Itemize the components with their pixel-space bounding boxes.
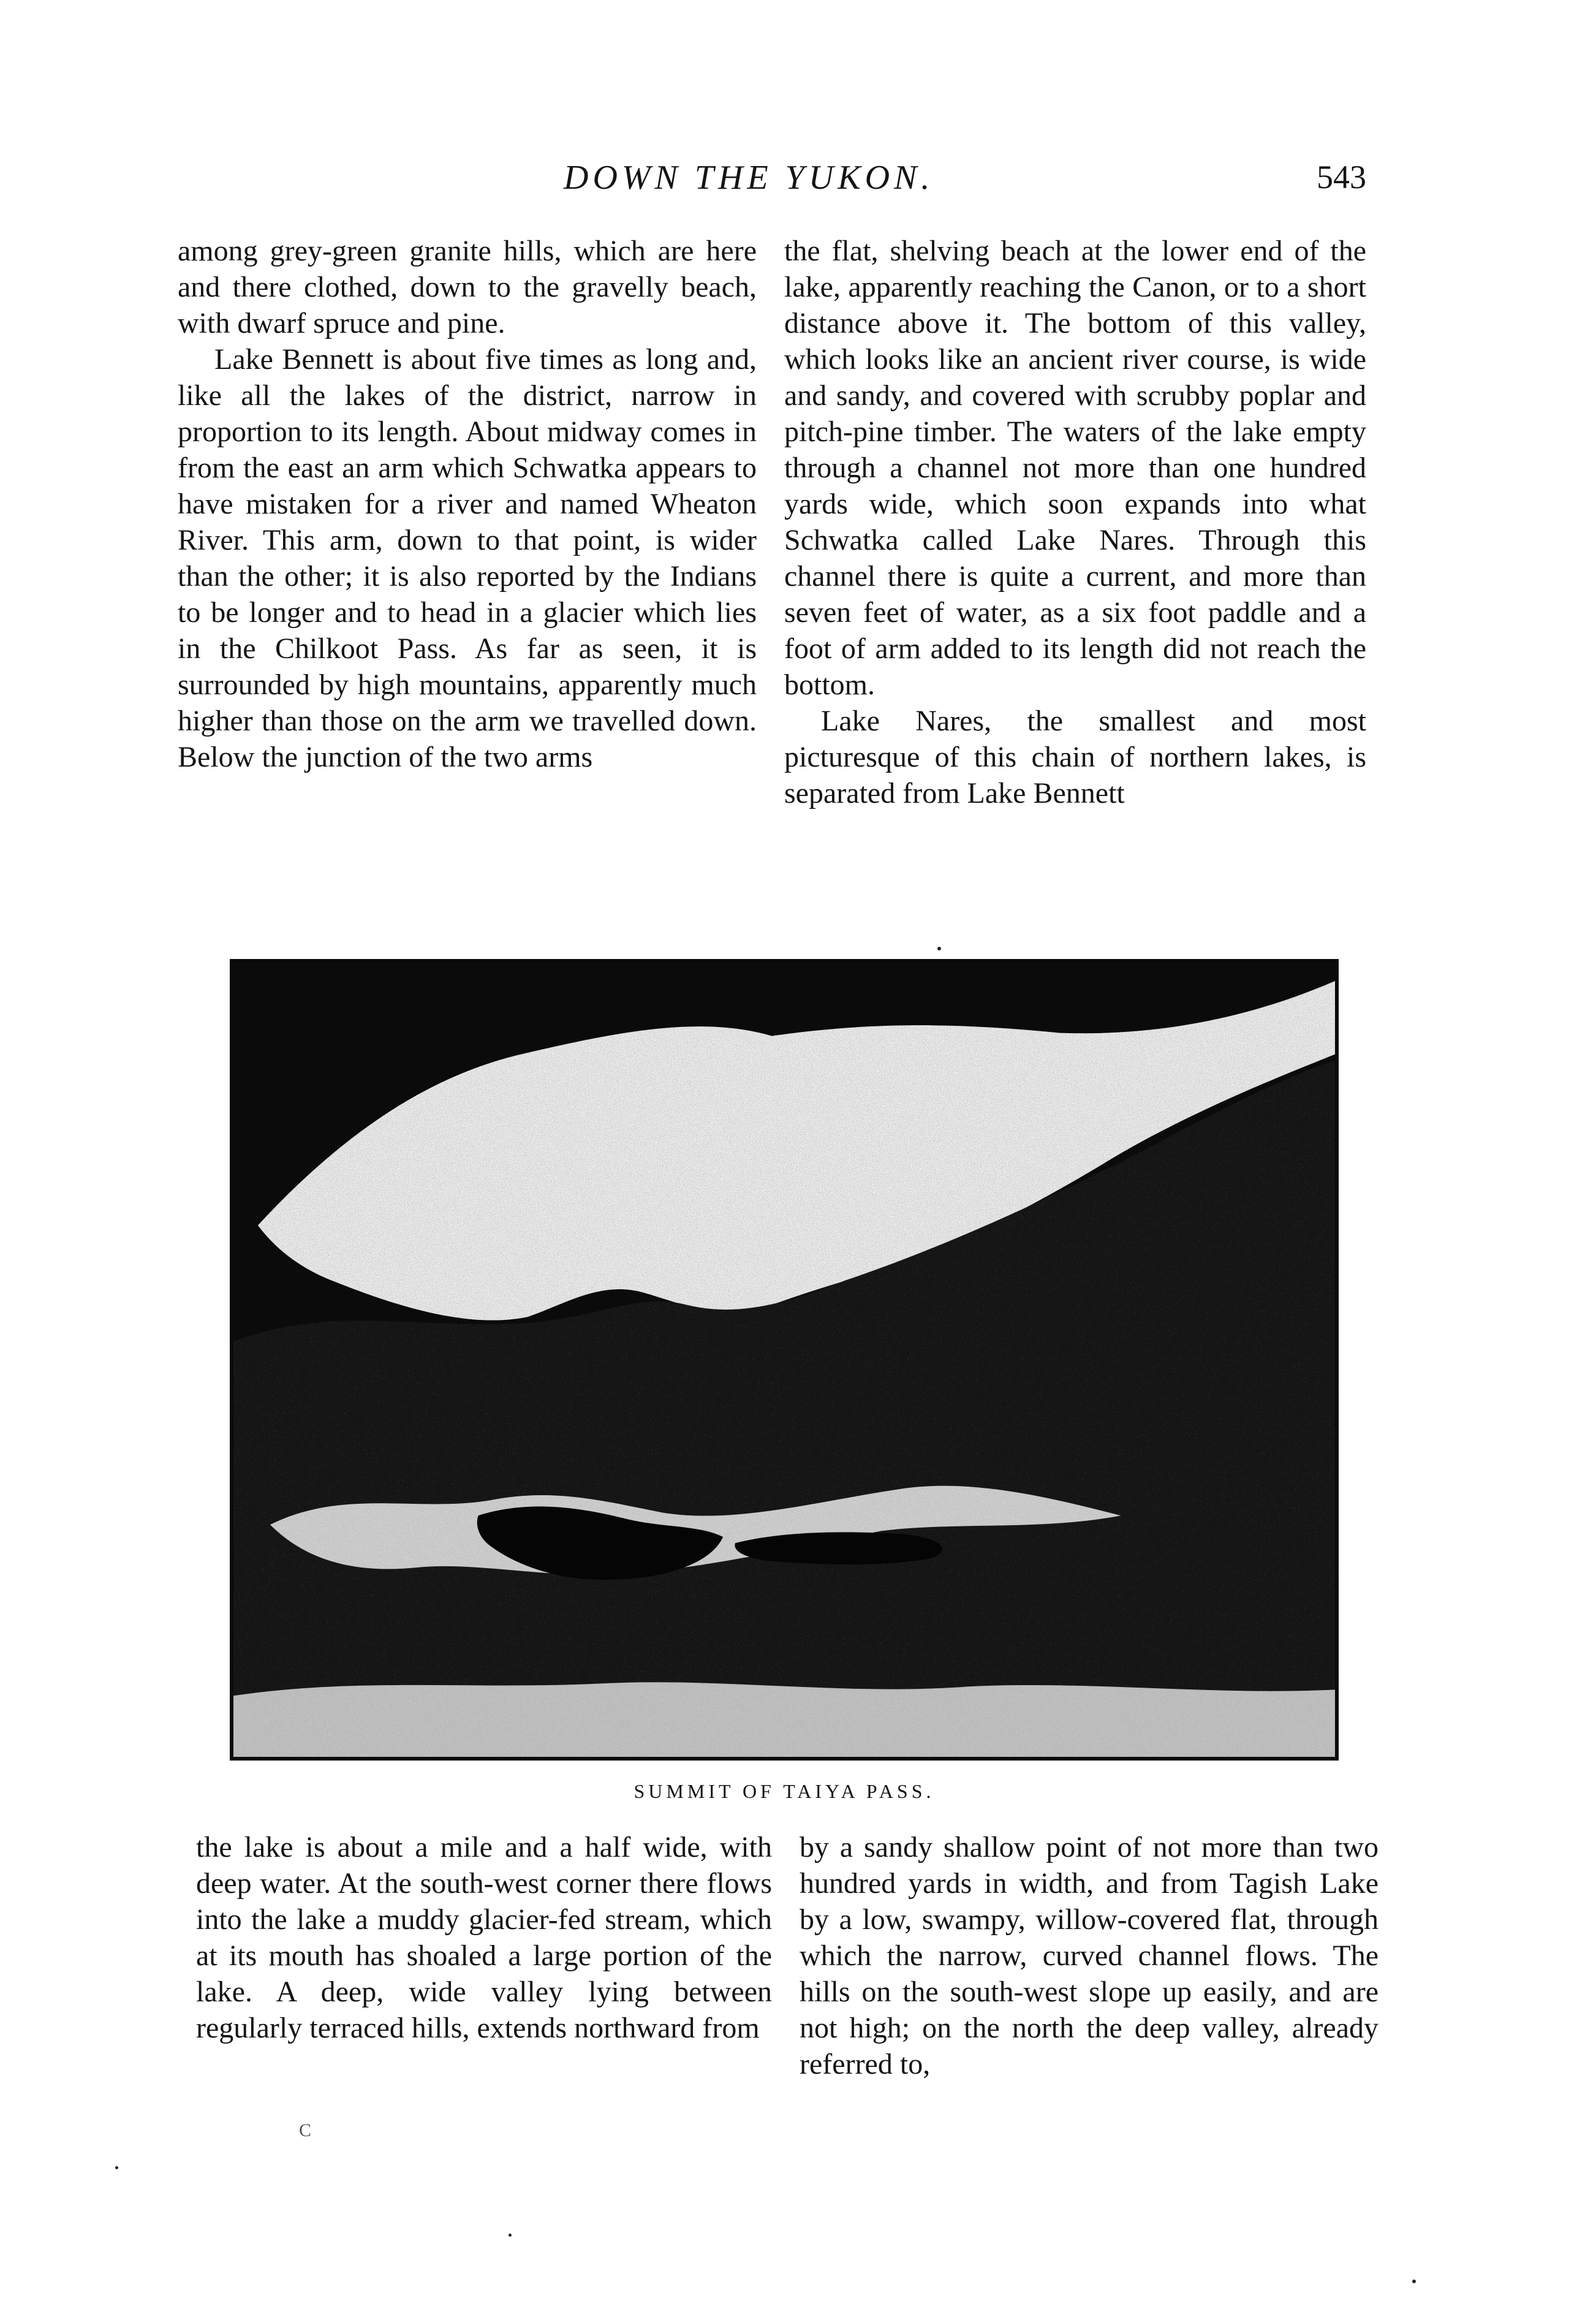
running-title: DOWN THE YUKON. [564, 159, 934, 197]
landscape-engraving [233, 963, 1335, 1757]
running-head [184, 158, 1366, 207]
column-top-right [784, 233, 1366, 811]
figure-caption: SUMMIT OF TAIYA PASS. [633, 1780, 935, 1802]
paragraph: among grey-green granite hills, which are here and there clothed, down to the gravelly beach, with dwarf spruce and pine. [178, 235, 757, 339]
illustration-summit-of-taiya-pass [230, 959, 1339, 1761]
page-number: 543 [1317, 159, 1366, 195]
paragraph: the lake is about a mile and a half wide, with deep water. At the south-west corner there flows into the lake a muddy glacier-fed stream, which at its mouth has shoaled a large portion of the lake. A deep, wide valley lying between regularly terraced hills, extends northward from [196, 1831, 772, 2044]
paragraph: Lake Bennett is about five times as long and, like all the lakes of the district, narrow in proportion to its length. About midway comes in from the east an arm which Schwatka appears to have mistaken for a river and named Wheaton River. This arm, down to that point, is wider than the other; it is also reported by the Indians to be longer and to head in a glacier which lies in the Chilkoot Pass. As far as seen, it is surrounded by high mountains, apparently much higher than those on the arm we travelled down. Below the junction of the two arms [178, 343, 757, 773]
column-bottom-left [196, 1829, 772, 2046]
ground-texture [233, 1682, 1335, 1757]
column-top-left [178, 233, 757, 775]
signature-mark: C [299, 2120, 312, 2140]
paragraph: by a sandy shallow point of not more than two hundred yards in width, and from Tagish Lake by a low, swampy, willow-covered flat, through which the narrow, curved channel flows. The hills on the south-west slope up easily, and are not high; on the north the deep valley, already referred to, [800, 1831, 1379, 2080]
column-bottom-right [800, 1829, 1379, 2082]
paragraph: the flat, shelving beach at the lower end of the lake, apparently reaching the Canon, or to a short distance above it. The bottom of this valley, which looks like an ancient river course, is wide and sandy, and covered with scrubby poplar and pitch-pine timber. The waters of the lake empty through a channel not more than one hundred yards wide, which soon expands into what Schwatka called Lake Nares. Through this channel there is quite a current, and more than seven feet of water, as a six foot paddle and a foot of arm added to its length did not reach the bottom. [784, 235, 1366, 701]
paragraph: Lake Nares, the smallest and most picturesque of this chain of northern lakes, is separated from Lake Bennett [784, 705, 1366, 809]
